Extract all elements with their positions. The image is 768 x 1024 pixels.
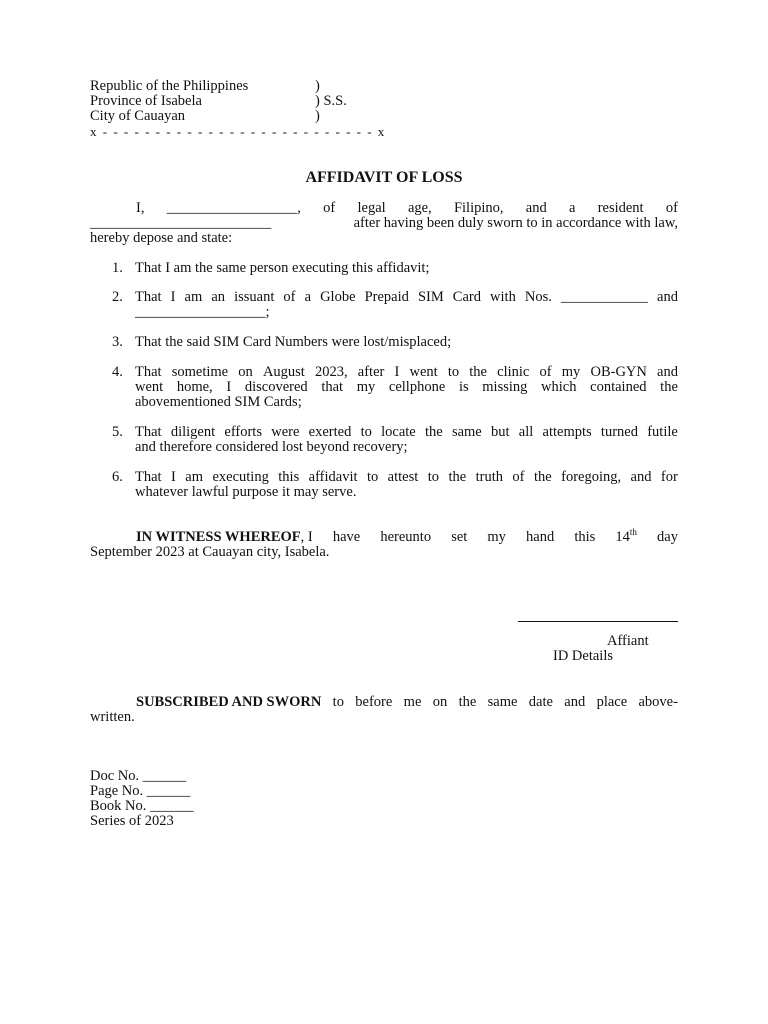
- item-line: [135, 365, 678, 380]
- venue-paren: ): [315, 108, 320, 124]
- item-word: and: [657, 289, 678, 305]
- item-line: [135, 290, 678, 305]
- affiant-label: Affiant: [607, 633, 649, 649]
- item-line: [135, 470, 678, 485]
- item-word: OB-GYN: [590, 364, 647, 380]
- notarial-register: [90, 769, 194, 829]
- item-word: to: [360, 424, 372, 440]
- item-word: futile: [647, 424, 678, 440]
- item-word: attest: [387, 469, 419, 485]
- item-text: [135, 261, 678, 276]
- intro-word: of: [665, 200, 678, 216]
- item-word: That: [135, 289, 162, 305]
- jurat-word: the: [458, 694, 477, 710]
- item-word: and: [657, 364, 678, 380]
- item-text: [135, 335, 678, 350]
- venue-republic: Republic of the Philippines: [90, 78, 249, 94]
- item-word: that: [321, 379, 344, 395]
- witness-word: hand: [526, 529, 555, 545]
- item-word: the: [533, 469, 552, 485]
- intro-word: age,: [407, 200, 432, 216]
- item-word: but: [491, 424, 510, 440]
- item-word: 2023,: [315, 364, 348, 380]
- name-blank: __________________,: [166, 200, 301, 216]
- page-number: Page No. ______: [90, 783, 191, 799]
- item-word: locate: [381, 424, 416, 440]
- jurat-word: before: [355, 694, 393, 710]
- item-word: That: [135, 424, 162, 440]
- item-word: Globe: [320, 289, 356, 305]
- item-word: is: [458, 379, 469, 395]
- venue-province: Province of Isabela: [90, 93, 202, 109]
- day-number-value: 14: [615, 529, 630, 545]
- item-word: am: [185, 469, 204, 485]
- item-line: whatever lawful purpose it may serve.: [135, 484, 357, 500]
- item-number: 5.: [112, 424, 123, 440]
- item-word: Card: [452, 289, 481, 305]
- item-word: my: [356, 379, 376, 395]
- item-word: I: [171, 469, 176, 485]
- item-word: I: [394, 364, 400, 380]
- item-word: contained: [590, 379, 647, 395]
- witness-word: hereunto: [380, 529, 432, 545]
- series-year: Series of 2023: [90, 813, 174, 829]
- venue-block: [90, 79, 370, 124]
- item-word: the: [660, 379, 678, 395]
- venue-row-republic: [90, 79, 370, 94]
- item-text: [135, 290, 678, 320]
- witness-word: have: [332, 529, 361, 545]
- signature-line: [518, 621, 678, 622]
- item-line: [135, 425, 678, 440]
- day-number: [615, 527, 637, 545]
- item-word: That: [135, 469, 162, 485]
- jurat-line: written.: [90, 709, 135, 725]
- item-word: August: [262, 364, 305, 380]
- witness-line: [90, 527, 678, 545]
- item-word: a: [304, 289, 312, 305]
- item-line: [135, 380, 678, 395]
- intro-line: [90, 216, 678, 231]
- item-word: the: [469, 364, 487, 380]
- intro-word: of: [323, 200, 336, 216]
- venue-city: City of Cauayan: [90, 108, 186, 124]
- item-word: truth: [475, 469, 503, 485]
- jurat-word: above-: [638, 694, 678, 710]
- item-word: SIM: [417, 289, 444, 305]
- id-details-label: ID Details: [553, 648, 613, 664]
- item-word: affidavit: [308, 469, 358, 485]
- jurat-paragraph: [90, 695, 678, 725]
- venue-ss: ) S.S.: [315, 93, 347, 109]
- book-number: Book No. ______: [90, 798, 194, 814]
- item-text: [135, 425, 678, 455]
- jurat-word: same: [487, 694, 518, 710]
- item-word: to: [427, 469, 439, 485]
- item-word: exerted: [308, 424, 352, 440]
- item-word: to: [366, 469, 379, 485]
- intro-word: resident: [597, 200, 644, 216]
- item-word: Prepaid: [364, 289, 409, 305]
- item-word: cellphone: [388, 379, 446, 395]
- item-word: Nos.: [524, 289, 552, 305]
- intro-text: after having been duly sworn to in accordance with law,: [353, 215, 678, 231]
- item-word: I: [226, 379, 232, 395]
- item-text: [135, 470, 678, 500]
- witness-heading: IN WITNESS WHEREOF: [136, 529, 301, 545]
- item-number: 3.: [112, 334, 123, 350]
- item-number: 1.: [112, 260, 123, 276]
- intro-paragraph: [90, 201, 678, 246]
- item-line: and therefore considered lost beyond recovery;: [135, 439, 408, 455]
- jurat-word: to: [332, 694, 344, 710]
- item-word: I: [170, 289, 176, 305]
- item-word: foregoing,: [561, 469, 622, 485]
- item-word: same: [451, 424, 482, 440]
- venue-row-city: [90, 109, 370, 124]
- jurat-word: me: [403, 694, 422, 710]
- intro-word: a: [568, 200, 576, 216]
- item-word: home,: [176, 379, 213, 395]
- venue-paren: ): [315, 78, 320, 94]
- item-word: went: [135, 379, 164, 395]
- witness-lead: [136, 530, 313, 545]
- day-suffix: th: [629, 527, 637, 537]
- item-text: [135, 365, 678, 410]
- item-word: and: [630, 469, 652, 485]
- witness-paragraph: [90, 527, 678, 560]
- item-word: to: [447, 364, 460, 380]
- item-line: abovementioned SIM Cards;: [135, 394, 302, 410]
- jurat-word: place: [596, 694, 628, 710]
- jurat-line: [90, 695, 678, 710]
- item-word: were: [271, 424, 300, 440]
- item-number: 4.: [112, 364, 123, 380]
- witness-word: this: [574, 529, 596, 545]
- witness-line: September 2023 at Cauayan city, Isabela.: [90, 544, 330, 560]
- item-word: for: [660, 469, 678, 485]
- intro-word: legal: [357, 200, 386, 216]
- item-word: the: [448, 469, 467, 485]
- item-word: of: [512, 469, 525, 485]
- item-number: 2.: [112, 289, 123, 305]
- item-line: __________________;: [135, 304, 270, 320]
- item-word: discovered: [244, 379, 308, 395]
- item-line: That the said SIM Card Numbers were lost/misplaced;: [135, 334, 452, 350]
- item-word: clinic: [497, 364, 530, 380]
- item-word: the: [424, 424, 443, 440]
- item-word: with: [490, 289, 516, 305]
- witness-word: , I: [300, 529, 313, 545]
- item-word: on: [238, 364, 253, 380]
- item-word: this: [278, 469, 300, 485]
- item-word: am: [184, 289, 203, 305]
- item-word: my: [561, 364, 581, 380]
- item-word: That: [135, 364, 162, 380]
- item-word: went: [409, 364, 438, 380]
- venue-separator: x - - - - - - - - - - - - - - - - - - - - - - - - - - x: [90, 124, 386, 139]
- jurat-heading: SUBSCRIBED AND SWORN: [136, 694, 322, 710]
- item-word: after: [357, 364, 385, 380]
- item-word: an: [211, 289, 226, 305]
- witness-word: day: [657, 529, 678, 545]
- doc-number: Doc No. ______: [90, 768, 187, 784]
- item-word: missing: [482, 379, 528, 395]
- item-word: sometime: [171, 364, 229, 380]
- item-word: of: [283, 289, 296, 305]
- item-word: efforts: [224, 424, 262, 440]
- item-word: executing: [212, 469, 269, 485]
- venue-row-province: [90, 94, 370, 109]
- item-word: of: [539, 364, 552, 380]
- item-word: issuant: [234, 289, 275, 305]
- item-number: 6.: [112, 469, 123, 485]
- item-word: all: [518, 424, 534, 440]
- document-title: AFFIDAVIT OF LOSS: [305, 169, 463, 186]
- witness-word: set: [451, 529, 468, 545]
- item-word: which: [541, 379, 577, 395]
- intro-line: [90, 201, 678, 216]
- item-line: That I am the same person executing this affidavit;: [135, 260, 430, 276]
- jurat-word: and: [564, 694, 586, 710]
- intro-word: I,: [136, 200, 145, 216]
- jurat-word: on: [432, 694, 448, 710]
- jurat-word: date: [528, 694, 553, 710]
- item-word: attempts: [542, 424, 592, 440]
- item-word: turned: [600, 424, 638, 440]
- residence-blank: _________________________: [90, 215, 272, 231]
- item-word: diligent: [170, 424, 216, 440]
- item-word: ____________: [560, 289, 648, 305]
- witness-word: my: [487, 529, 506, 545]
- intro-word: Filipino,: [453, 200, 504, 216]
- intro-line: hereby depose and state:: [90, 230, 233, 246]
- intro-word: and: [525, 200, 547, 216]
